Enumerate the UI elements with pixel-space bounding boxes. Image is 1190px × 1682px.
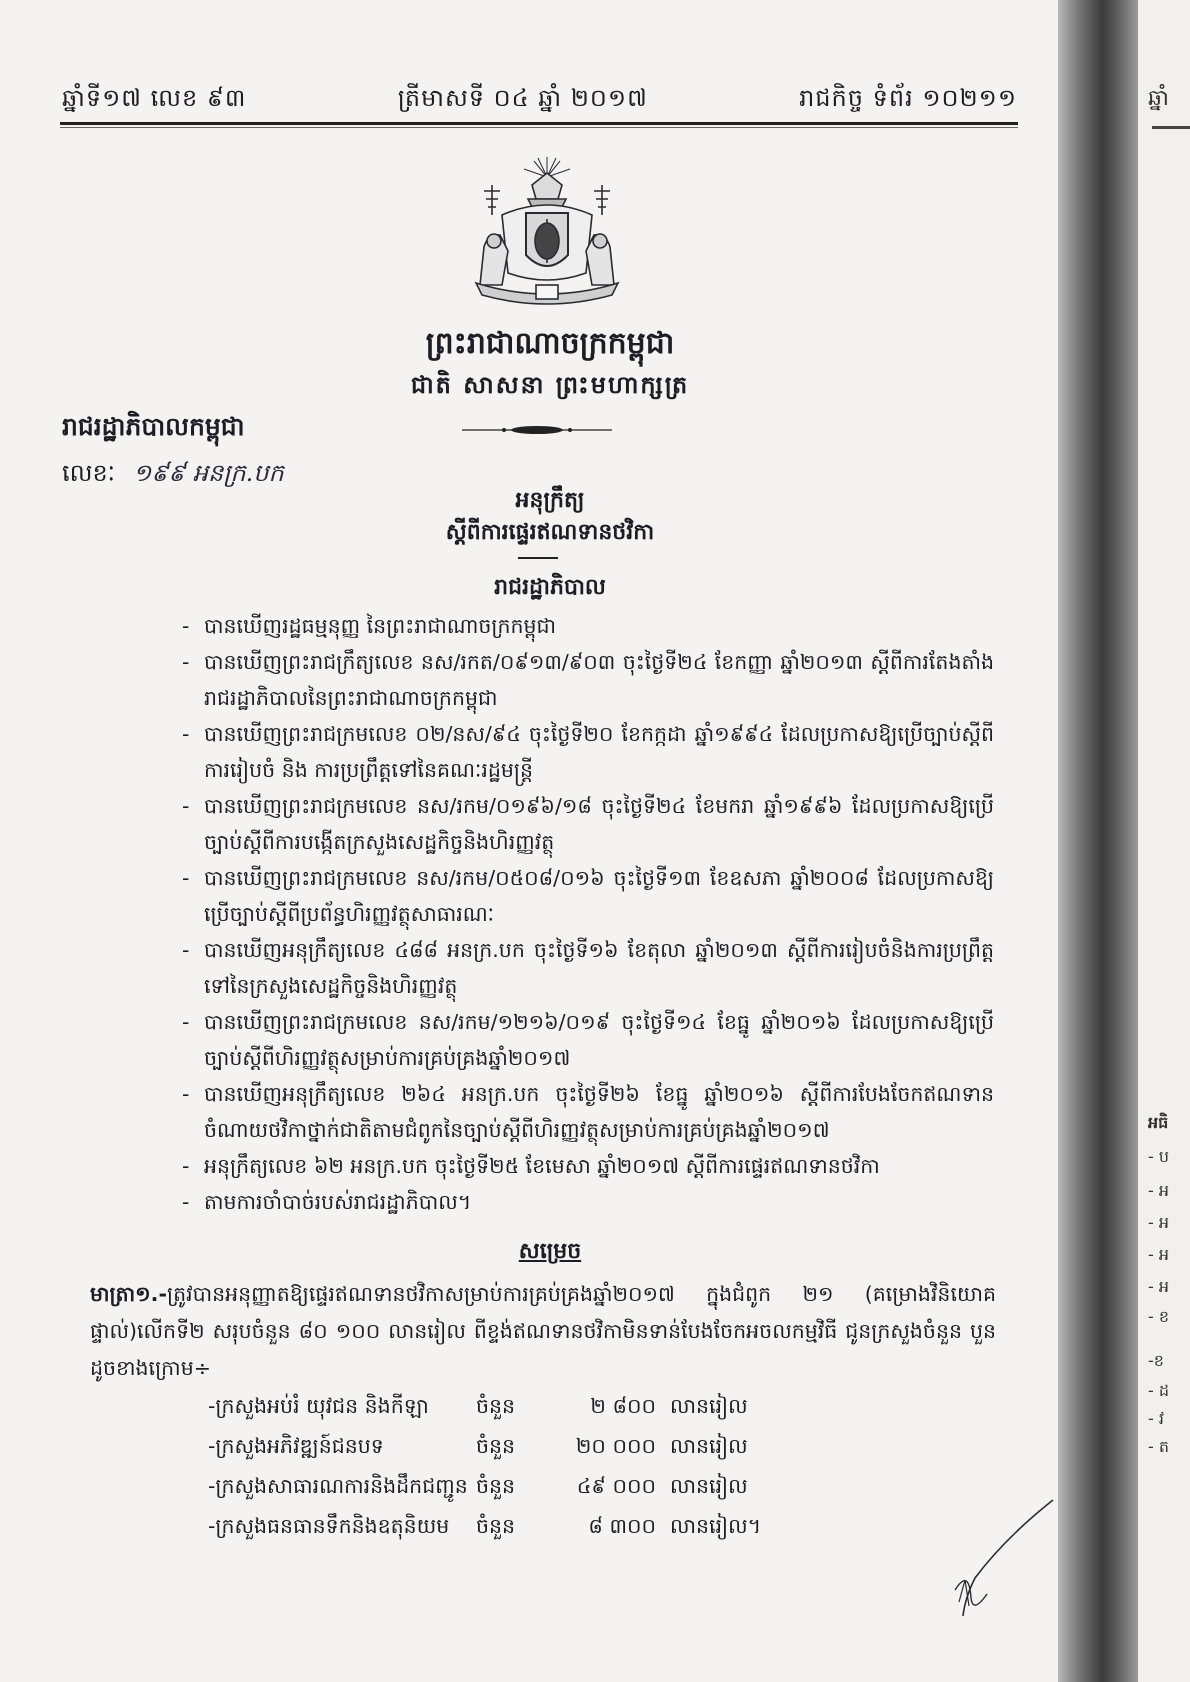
article-1 [90,1276,996,1387]
reference-item: - អនុក្រឹត្យលេខ ៦២ អនក្រ.បក ចុះថ្ងៃទី២៥ ខែមេសា ឆ្នាំ២០១៧ ស្ដីពីការផ្ទេរឥណទានថវិកា [182,1154,880,1178]
issuing-authority: រាជរដ្ឋាភិបាល [494,575,606,600]
subject-underline [518,557,558,559]
reference-item: - បានឃើញអនុក្រឹត្យលេខ ៤៨៨ អនក្រ.បក ចុះថ្ងៃទី១៦ ខែតុលា ឆ្នាំ២០១៣ ស្ដីពីការរៀបចំនិងការប្រព្រឹត្តទៅនៃក្រសួងសេដ្ឋកិច្ចនិងហិរញ្ញវត្ថុ [182,938,994,998]
page-header [62,80,1017,120]
reference-item: - បានឃើញព្រះរាជក្រមលេខ នស/រកម/១២១៦/០១៩ ចុះថ្ងៃទី១៤ ខែធ្នូ ឆ្នាំ២០១៦ ដែលប្រកាសឱ្យប្រើច្បាប់ស្ដីពីហិរញ្ញវត្ថុសម្រាប់ការគ្រប់គ្រងឆ្នាំ២០១៧ [182,1010,994,1070]
article-1-label: មាត្រា១.- [90,1282,167,1306]
reference-item: - តាមការចាំបាច់របស់រាជរដ្ឋាភិបាល។ [182,1190,472,1214]
legal-references-list [182,608,994,1220]
document-type: អនុក្រឹត្យ [515,488,585,513]
adjacent-page-edge: ឆ្នាំ អធិ - ប - អ - អ - អ - អ - ខ -ខ - ដ - វ - ត [1138,0,1190,1682]
decree-number-value: ១៩៩ អនក្រ.បក [133,459,284,487]
royal-coat-of-arms-icon [462,155,632,310]
allocation-list [208,1386,908,1546]
allocation-row: -ក្រសួងធនធានទឹកនិងឧតុនិយម ចំនួន ៨ ៣០០ លានរៀល។ [208,1514,762,1538]
handwritten-signature-mark [935,1498,1055,1618]
reference-item: - បានឃើញព្រះរាជក្រឹត្យលេខ នស/រកត/០៩១៣/៩០៣ ចុះថ្ងៃទី២៤ ខែកញ្ញា ឆ្នាំ២០១៣ ស្ដីពីការតែងតាំងរាជរដ្ឋាភិបាលនៃព្រះរាជាណាចក្រកម្ពុជា [182,650,994,710]
document-subject: ស្ដីពីការផ្ទេរឥណទានថវិកា [445,520,655,545]
allocation-row: -ក្រសួងអភិវឌ្ឍន៍ជនបទ ចំនួន ២០ ០០០ លានរៀល [208,1434,748,1458]
reference-item: - បានឃើញរដ្ឋធម្មនុញ្ញ នៃព្រះរាជាណាចក្រកម្ពុជា [182,614,557,638]
reference-item: - បានឃើញព្រះរាជក្រមលេខ ០២/នស/៩៤ ចុះថ្ងៃទី២០ ខែកក្កដា ឆ្នាំ១៩៩៤ ដែលប្រកាសឱ្យប្រើច្បាប់ស្ដីពីការរៀបចំ និង ការប្រព្រឹត្តទៅនៃគណៈរដ្ឋមន្ត្រី [182,722,994,782]
reference-item: - បានឃើញព្រះរាជក្រមលេខ នស/រកម/០១៩៦/១៨ ចុះថ្ងៃទី២៤ ខែមករា ឆ្នាំ១៩៩៦ ដែលប្រកាសឱ្យប្រើច្បាប់ស្ដីពីការបង្កើតក្រសួងសេដ្ឋកិច្ចនិងហិរញ្ញវត្ថុ [182,794,994,854]
reference-item: - បានឃើញអនុក្រឹត្យលេខ ២៦៤ អនក្រ.បក ចុះថ្ងៃទី២៦ ខែធ្នូ ឆ្នាំ២០១៦ ស្ដីពីការបែងចែកឥណទានចំណាយថវិកាថ្នាក់ជាតិតាមជំពូកនៃច្បាប់ស្ដីពីហិរញ្ញវត្ថុសម្រាប់ការគ្រប់គ្រងឆ្នាំ២០១៧ [182,1082,994,1142]
decision-heading: សម្រេច [518,1239,582,1264]
kingdom-title: ព្រះរាជាណាចក្រកម្ពុជា [425,326,675,361]
header-year-issue: ឆ្នាំទី១៧ លេខ ៩៣ [62,83,247,112]
decree-number-label: លេខៈ [62,459,116,487]
article-1-text: ត្រូវបានអនុញ្ញាតឱ្យផ្ទេរឥណទានថវិកាសម្រាប់ការគ្រប់គ្រងឆ្នាំ២០១៧ ក្នុងជំពូក ២១ (គម្រោងវិនិយោគផ្ទាល់)លើកទី២ សរុបចំនួន ៨០ ១០០ លានរៀល ពីខ្ទង់ឥណទានថវិកាមិនទាន់បែងចែកអចលកម្មវិធី ជូនក្រសួងចំនួន បួន ដូចខាងក្រោម÷ [90,1282,996,1380]
scan-binding-shadow [1058,0,1138,1682]
issuing-government: រាជរដ្ឋាភិបាលកម្ពុជា [62,412,245,441]
header-divider-thin [60,127,1018,128]
ornament-divider [462,424,612,436]
header-divider [60,122,1018,125]
allocation-row: -ក្រសួងអប់រំ យុវជន និងកីឡា ចំនួន ២ ៨០០ លានរៀល [208,1394,748,1418]
reference-item: - បានឃើញព្រះរាជក្រមលេខ នស/រកម/០៥០៨/០១៦ ចុះថ្ងៃទី១៣ ខែឧសភា ឆ្នាំ២០០៨ ដែលប្រកាសឱ្យប្រើច្បាប់ស្ដីពីប្រព័ន្ធហិរញ្ញវត្ថុសាធារណៈ [182,866,994,926]
header-date: ត្រីមាសទី ០៤ ឆ្នាំ ២០១៧ [397,83,648,112]
header-gazette-page: រាជកិច្ច ទំព័រ ១០២១១ [799,83,1017,112]
allocation-row: -ក្រសួងសាធារណការនិងដឹកជញ្ជូន ចំនួន ៤៩ ០០០ លានរៀល [208,1474,748,1498]
kingdom-motto: ជាតិ សាសនា ព្រះមហាក្សត្រ [410,371,690,399]
